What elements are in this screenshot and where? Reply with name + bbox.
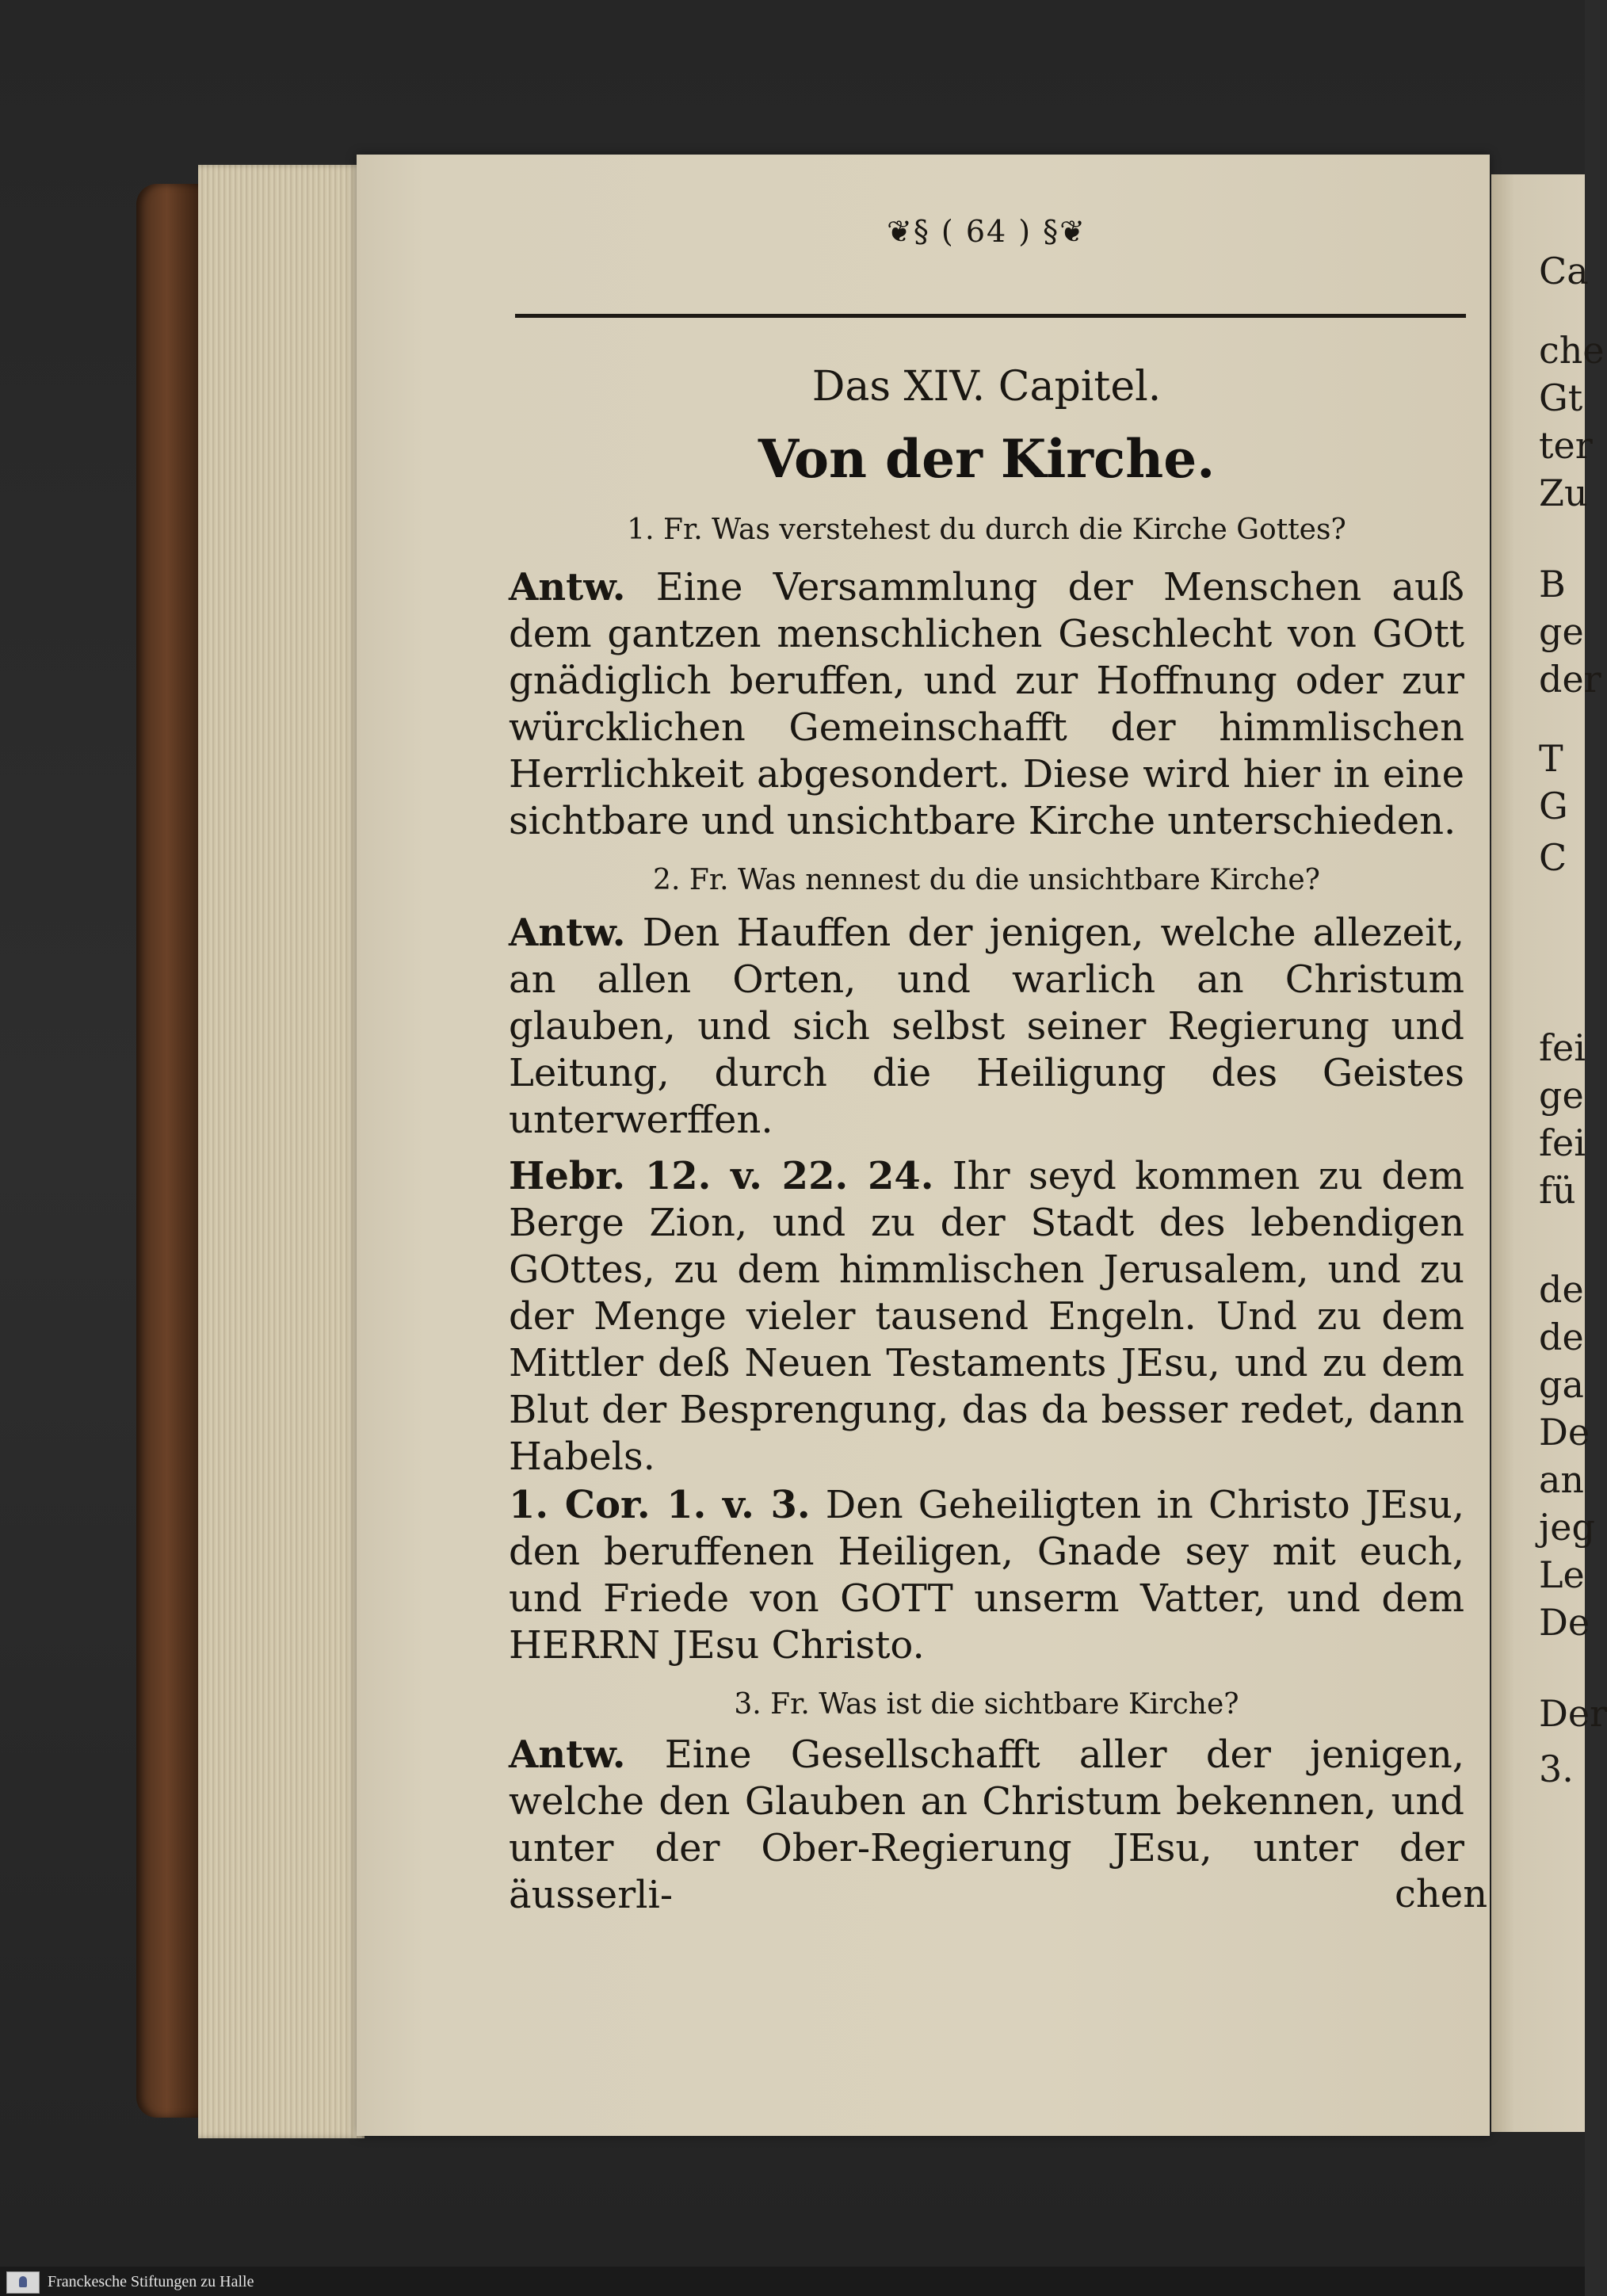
facing-page-text: der (1539, 658, 1601, 701)
scripture-hebrews (509, 1153, 1464, 1480)
facing-page-text: 3. (1539, 1748, 1574, 1790)
facing-page-text: Zu (1539, 472, 1588, 514)
scripture-text: Den Geheiligten in Christo JEsu, den beruffenen Heiligen, Gnade sey mit euch, und Friede von GOTT unserm Vatter, und dem HERRN JEsu Christo. (509, 1483, 1465, 1668)
facing-page-text: fei (1539, 1121, 1586, 1164)
answer-text: Den Hauffen der jenigen, welche allezeit, an allen Orten, und warlich an Christum glauben, und sich selbst seiner Regierung und Leitung, durch die Heiligung des Geistes unterwerffen. (509, 911, 1464, 1142)
facing-page-text: Ca (1539, 250, 1589, 292)
catchword: chen (1395, 1872, 1488, 1916)
question-2: 2. Fr. Was nennest du die unsichtbare Kirche? (653, 864, 1320, 896)
facing-page-text: fü (1539, 1169, 1576, 1212)
facing-page-text: G (1539, 785, 1568, 827)
institution-name: Franckesche Stiftungen zu Halle (48, 2273, 254, 2290)
facing-page-text: jeg (1539, 1506, 1595, 1549)
answer-text: Eine Gesellschafft aller der jenigen, welche den Glauben an Christum bekennen, und unter der Ober-Regierung JEsu, unter der äusserli- (509, 1733, 1464, 1917)
facing-page-text: de (1539, 1316, 1584, 1358)
facing-page-text: ge (1539, 610, 1584, 653)
facing-page-text: De (1539, 1411, 1590, 1454)
facing-page-text: ter (1539, 424, 1593, 467)
facing-page-text: Gt (1539, 376, 1583, 419)
facing-page-text: che (1539, 329, 1605, 372)
scripture-reference: 1. Cor. 1. v. 3. (509, 1483, 811, 1527)
facing-page-text: Der (1539, 1692, 1607, 1735)
facing-page-text: an (1539, 1458, 1585, 1501)
facing-page-text: C (1539, 836, 1567, 879)
facing-page-text: ge (1539, 1074, 1584, 1117)
question-1: 1. Fr. Was verstehest du durch die Kirche Gottes? (627, 514, 1346, 546)
facing-page-text: de (1539, 1268, 1584, 1311)
page-header-block (507, 214, 1466, 258)
header-rule (515, 314, 1466, 318)
facing-page-text: ga (1539, 1363, 1584, 1406)
answer-label: Antw. (509, 911, 626, 955)
scripture-text: Ihr seyd kommen zu dem Berge Zion, und zu der Stadt des lebendigen GOttes, zu dem himmlischen Jerusalem, und zu der Menge vieler tausend Engeln. Und zu dem Mittler deß Neuen Testaments JEsu, und zu dem Blut der Besprengung, das da besser redet, dann Habels. (509, 1154, 1464, 1479)
facing-page-text: Le (1539, 1553, 1585, 1596)
page-number-header: ❦§ ( 64 ) §❦ (887, 214, 1086, 249)
question-3: 3. Fr. Was ist die sichtbare Kirche? (734, 1688, 1239, 1721)
facing-page-text: fei (1539, 1026, 1586, 1069)
facing-page (1491, 174, 1607, 2132)
answer-label: Antw. (509, 1733, 626, 1777)
chapter-heading: Das XIV. Capitel. (811, 363, 1162, 411)
institution-logo-icon (6, 2271, 40, 2294)
facing-page-text: T (1539, 737, 1563, 780)
answer-2 (509, 910, 1464, 1144)
answer-1 (509, 564, 1464, 845)
facing-page-text: De (1539, 1601, 1590, 1644)
facing-page-text: B (1539, 563, 1566, 606)
answer-text: Eine Versammlung der Menschen auß dem gantzen menschlichen Geschlecht von GOtt gnädiglich beruffen, und zur Hoffnung oder zur würcklichen Gemeinschafft der himmlischen Herrlichkeit abgesondert. Diese wird hier in eine sichtbare und unsichtbare Kirche unterschieden. (509, 565, 1464, 843)
chapter-title: Von der Kirche. (758, 428, 1216, 490)
answer-label: Antw. (509, 565, 626, 609)
scripture-corinthians (509, 1482, 1464, 1669)
scripture-reference: Hebr. 12. v. 22. 24. (509, 1154, 934, 1198)
page-edges (198, 165, 365, 2138)
answer-3 (509, 1732, 1464, 1919)
footer-bar (0, 2267, 1585, 2296)
